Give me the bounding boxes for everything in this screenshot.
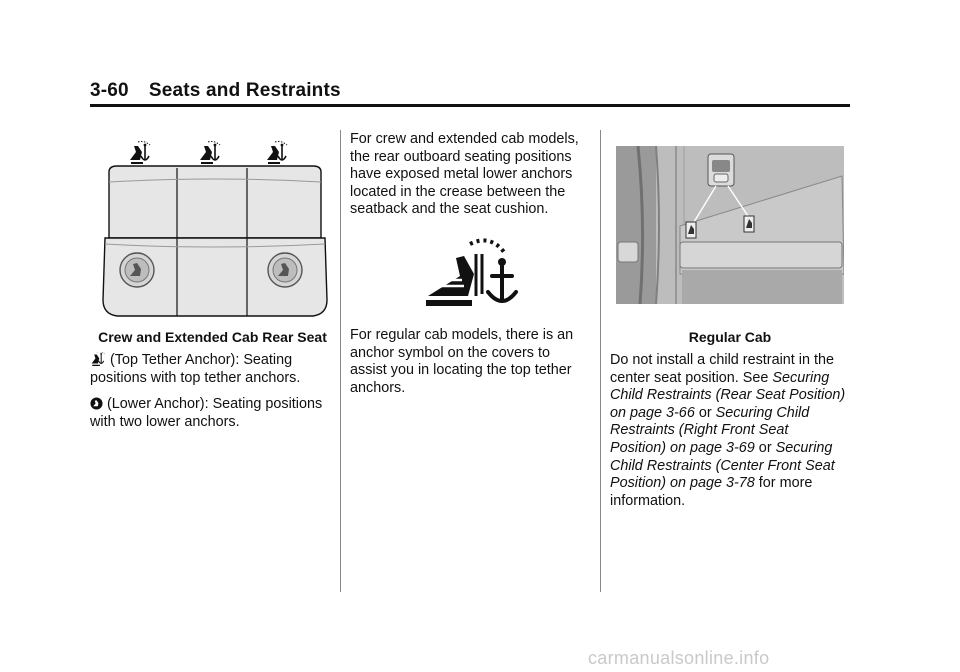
header-rule (90, 104, 850, 107)
center-seat-warning-paragraph (610, 352, 848, 510)
lower-anchor-text: (Lower Anchor): Seating positions with two lower anchors. (90, 396, 323, 430)
figure-caption-regular-cab: Regular Cab (688, 329, 772, 345)
top-tether-icon (200, 141, 220, 164)
paragraph-text: Do not install a child restraint in the center seat position. See (610, 352, 834, 386)
paragraph-text: or (754, 439, 776, 456)
section-title: Seats and Restraints (148, 80, 341, 101)
column-divider-1 (340, 130, 341, 592)
column-divider-2 (600, 130, 601, 592)
top-tether-icon (90, 352, 106, 366)
crew-extended-paragraph: For crew and extended cab models, the rear outboard seating positions have exposed metal lower anchors located in the crease between the seatback and the seat cushion. (350, 131, 579, 218)
figure-caption-rear-seat: Crew and Extended Cab Rear Seat (98, 329, 327, 345)
watermark: carmanualsonline.info (588, 648, 770, 668)
lower-anchor-icon (268, 253, 302, 287)
lower-anchor-description (90, 396, 328, 431)
top-tether-icon (130, 141, 150, 164)
lower-anchor-icon (90, 397, 103, 410)
page-number: 3-60 (90, 80, 129, 101)
regular-cab-photo (616, 146, 844, 304)
lower-anchor-icon (120, 253, 154, 287)
cross-reference-link[interactable]: Securing Child Restraints (Rear Seat Position) on page 3-66 (610, 369, 846, 421)
top-tether-icon (267, 141, 287, 164)
paragraph-text: for more information. (610, 475, 813, 509)
cross-reference-link[interactable]: Securing Child Restraints (Center Front Seat Position) on page 3-78 (610, 439, 835, 492)
seat-anchor-symbol-icon (422, 236, 524, 310)
cross-reference-link[interactable]: Securing Child Restraints (Right Front Seat Position) on page 3-69 (610, 404, 810, 456)
top-tether-text: (Top Tether Anchor): Seating positions with top tether anchors. (90, 352, 301, 386)
rear-seat-illustration (95, 130, 335, 320)
regular-cab-paragraph: For regular cab models, there is an anchor symbol on the covers to assist you in locating the top tether anchors. (350, 327, 574, 396)
paragraph-text: or (694, 404, 716, 421)
page-header (90, 80, 341, 102)
top-tether-description (90, 352, 328, 387)
